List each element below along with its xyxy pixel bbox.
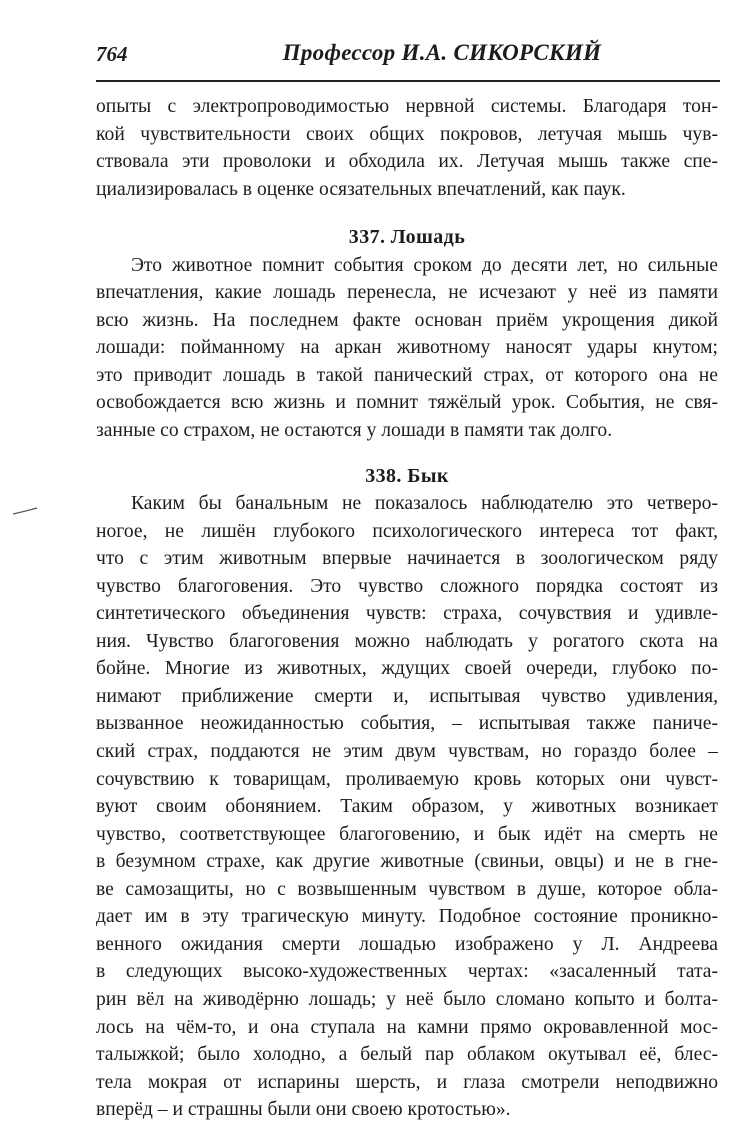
text-line: Каким бы банальным не показалось наблюдателю это четверо- xyxy=(131,493,718,515)
text-line: бойне. Многие из животных, ждущих своей очереди, глубоко по- xyxy=(96,658,718,680)
intro-paragraph xyxy=(96,93,718,203)
page-number: 764 xyxy=(96,42,128,66)
text-line: в безумном страхе, как другие животные (свиньи, овцы) и не в гне- xyxy=(96,851,718,873)
text-line: ве самозащиты, но с возвышенным чувством в душе, которое обла- xyxy=(96,878,718,900)
text-line: лошади: пойманному на аркан животному наносят удары кнутом; xyxy=(96,337,718,359)
text-line: синтетического объединения чувств: страха, сочувствия и удивле- xyxy=(96,603,718,625)
text-line: ногое, не лишён глубокого психологического интереса тот факт, xyxy=(96,520,718,542)
text-line: ния. Чувство благоговения можно наблюдать у рогатого скота на xyxy=(96,630,718,652)
text-line: опыты с электропроводимостью нервной системы. Благодаря тон- xyxy=(96,96,718,117)
header-rule xyxy=(96,80,720,82)
section-heading: 338. Бык xyxy=(365,464,449,487)
text-line: всю жизнь. На последнем факте основан приём укрощения дикой xyxy=(96,309,718,331)
text-line: впечатления, какие лошадь перенесла, не исчезают у неё из памяти xyxy=(96,282,718,304)
text-line: дает им в эту трагическую минуту. Подобное состояние проникно- xyxy=(96,906,718,928)
text-line: сочувствию к товарищам, проливаемую кровь которых они чувст- xyxy=(96,768,718,790)
text-line: рин вёл на живодёрню лошадь; у неё было сломано копыто и болта- xyxy=(96,988,718,1010)
section-heading: 337. Лошадь xyxy=(348,226,466,249)
text-line: освобождается всю жизнь и помнит тяжёлый урок. События, не свя- xyxy=(96,392,718,414)
running-title: Профессор И.А. СИКОРСКИЙ xyxy=(282,40,602,65)
section-337 xyxy=(96,224,718,444)
text-line: вызванное неожиданностью события, – испытывая также паниче- xyxy=(96,713,718,735)
text-line: занные со страхом, не остаются у лошади в памяти так долго. xyxy=(96,420,613,442)
text-line: это приводит лошадь в такой панический страх, от которого она не xyxy=(96,364,718,386)
spacer xyxy=(96,203,718,224)
text-line: тела мокрая от испарины шерсть, и глаза смотрели неподвижно xyxy=(96,1071,718,1093)
text-line: нимают приближение смерти и, испытывая чувство удивления, xyxy=(96,685,718,707)
text-line: что с этим животным впервые начинается в зоологическом ряду xyxy=(96,548,718,570)
text-line: ский страх, поддаются не этим двум чувствам, но гораздо более – xyxy=(96,741,718,763)
text-line: талыжкой; было холодно, а белый пар облаком окутывал её, блес- xyxy=(96,1044,718,1066)
text-line: кой чувствительности своих общих покровов, летучая мышь чув- xyxy=(96,123,718,145)
text-line: лось на чём-то, и она ступала на камни прямо окровавленной мос- xyxy=(96,1016,718,1038)
margin-pencil-mark xyxy=(12,506,38,516)
text-line: вуют своим обонянием. Таким образом, у животных возникает xyxy=(96,796,718,818)
text-line: Это животное помнит события сроком до десяти лет, но сильные xyxy=(131,254,718,276)
section-338 xyxy=(96,463,718,1124)
page-header xyxy=(96,40,718,74)
text-line: в следующих высоко-художественных чертах: «засаленный тата- xyxy=(96,961,718,983)
page-body xyxy=(96,93,718,1124)
text-line: венного ожидания смерти лошадью изображено у Л. Андреева xyxy=(96,933,718,955)
text-line: чувство, соответствующее благоговению, и бык идёт на смерть не xyxy=(96,823,718,845)
spacer xyxy=(96,445,718,463)
text-line: вперёд – и страшны были они своею кротостью». xyxy=(96,1099,511,1121)
text-line: ствовала эти проволоки и обходила их. Летучая мышь также спе- xyxy=(96,151,718,173)
text-line: циализировалась в оценке осязательных впечатлений, как паук. xyxy=(96,178,626,200)
text-line: чувство благоговения. Это чувство сложного порядка состоят из xyxy=(96,575,718,597)
